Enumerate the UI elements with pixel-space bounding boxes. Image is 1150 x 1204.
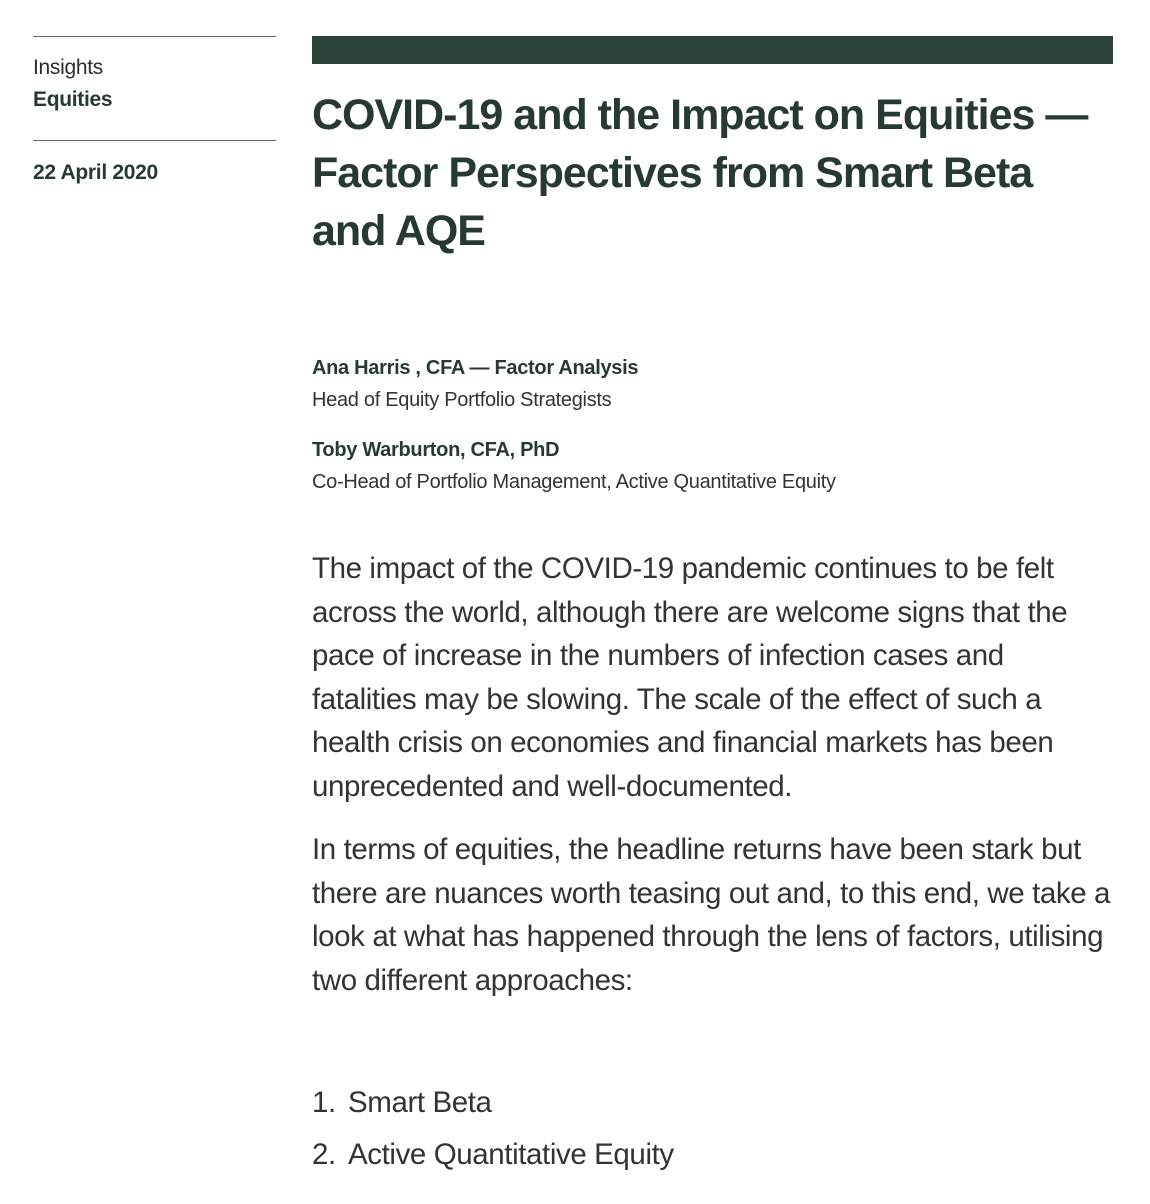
publish-date: 22 April 2020	[33, 161, 158, 184]
body-paragraph: The impact of the COVID-19 pandemic continues to be felt across the world, although there are welcome signs that the pace of increase in the numbers of infection cases and fatalities may be slowing. The scale of the effect of such a health crisis on economies and financial markets has been unprecedented and well-documented.	[312, 552, 1068, 803]
list-item-text: Smart Beta	[348, 1086, 492, 1119]
author-role: Head of Equity Portfolio Strategists	[312, 389, 612, 411]
accent-bar	[312, 36, 1113, 64]
author-name: Ana Harris , CFA — Factor Analysis	[312, 357, 639, 379]
author-entry	[312, 352, 1113, 416]
article-title: COVID-19 and the Impact on Equities — Factor Perspectives from Smart Beta and AQE	[312, 91, 1088, 255]
list-item	[312, 1129, 1113, 1181]
sidebar-top-divider	[33, 36, 276, 37]
list-item-number: 1.	[312, 1086, 336, 1119]
article-body	[312, 547, 1113, 1181]
author-entry	[312, 434, 1113, 498]
body-paragraph: In terms of equities, the headline returns have been stark but there are nuances worth teasing out and, to this end, we take a look at what has happened through the lens of factors, utilising two different approaches:	[312, 833, 1111, 997]
approaches-list	[312, 1077, 1113, 1181]
author-role: Co-Head of Portfolio Management, Active Quantitative Equity	[312, 471, 836, 493]
list-item-number: 2.	[312, 1138, 336, 1171]
category-link[interactable]: Insights	[33, 56, 103, 79]
list-item	[312, 1077, 1113, 1129]
article	[312, 36, 1113, 1181]
topic-link[interactable]: Equities	[33, 88, 113, 111]
author-list	[312, 352, 1113, 498]
sidebar	[33, 36, 276, 189]
list-item-text: Active Quantitative Equity	[348, 1138, 674, 1171]
author-name: Toby Warburton, CFA, PhD	[312, 439, 560, 461]
sidebar-divider	[33, 140, 276, 141]
